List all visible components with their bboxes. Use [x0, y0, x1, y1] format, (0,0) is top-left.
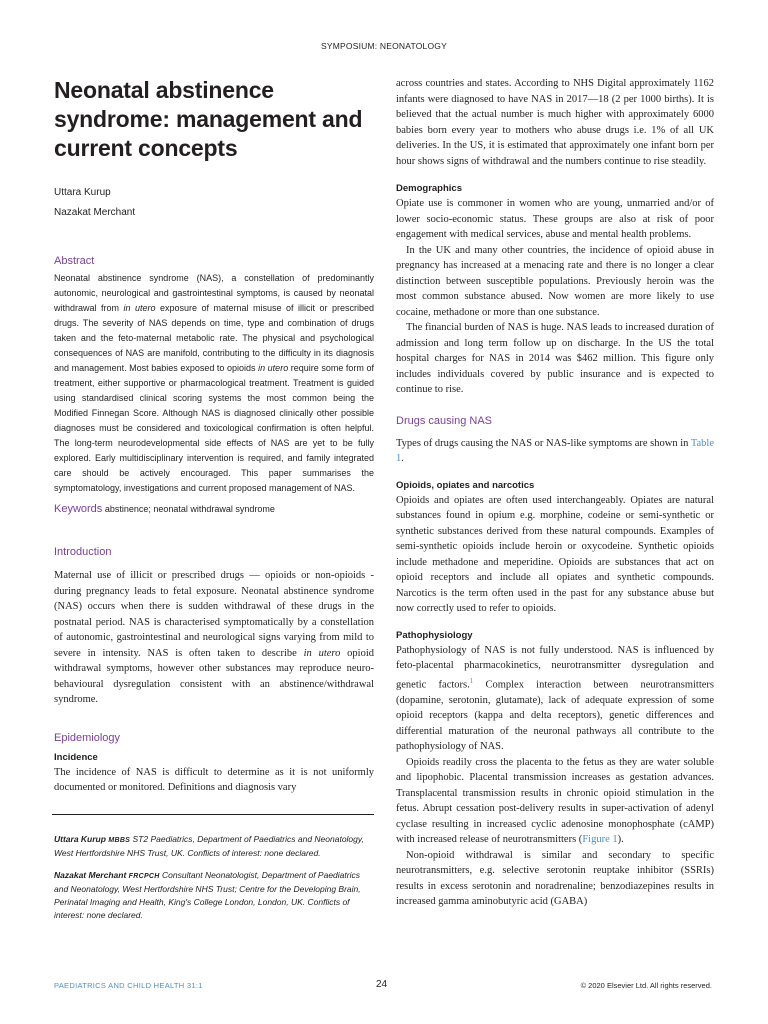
- affiliations: [54, 833, 374, 922]
- pathophysiology-section: [396, 630, 714, 910]
- pathophysiology-paragraph-3: Non-opioid withdrawal is similar and secondary to specific neurotransmitters, e.g. selective serotonin reuptake inhibitor (SSRIs) results in excess serotonin and noradrenaline; benzodiazepines results in increased gamma aminobutyric acid (GABA): [396, 849, 714, 907]
- demographics-heading: Demographics: [396, 183, 462, 194]
- opioids-text: Opioids and opiates are often used interchangeably. Opiates are natural substances found in opium e.g. morphine, codeine or semi-synthetic or synthetic substances derived from these natural compounds. Examples of semi-synthetic opioids include heroin or oxycodeine. Synthetic opioids include methadone and meperidine. Opioids are substances that act on opioid receptors and include all opiates and synthetic compounds. Narcotics is the term often used in the past for any substance abuse but now correctly used to refer to opioids.: [396, 494, 714, 614]
- figure-1-link[interactable]: Figure 1: [582, 834, 618, 845]
- pathophysiology-paragraph-1: Pathophysiology of NAS is not fully understood. NAS is influenced by feto-placental pharmacokinetics, neurotransmitter dysregulation and genetic factors.$^1$ Complex interaction between neurotransmitters (dopamine, serotonin, glutamate), lack of adequate expression of some opioid receptors (kappa and delta receptors), genetic differences and differential maturation of the neuronal pathways all contribute to the pathophysiology of NAS.: [396, 644, 714, 752]
- affiliation-2: Nazakat Merchant FRCPCH Consultant Neonatologist, Department of Paediatrics and Neonatology, West Hertfordshire NHS Trust; Centre for the Developing Brain, Perinatal Imaging and Health, King's College London, London, UK. Conflicts of interest: none declared.: [54, 869, 361, 920]
- left-column: [54, 76, 374, 922]
- introduction-section: [54, 546, 374, 708]
- pathophysiology-heading: Pathophysiology: [396, 629, 473, 641]
- footer-page-number: 24: [376, 979, 388, 990]
- introduction-heading: Introduction: [54, 546, 112, 558]
- opioids-section: [396, 480, 714, 617]
- footer-journal: PAEDIATRICS AND CHILD HEALTH 31:1: [54, 981, 203, 990]
- keywords: [54, 502, 374, 516]
- epidemiology-heading: Epidemiology: [54, 731, 121, 744]
- right-column: [396, 76, 714, 910]
- incidence-continued: across countries and states. According to NHS Digital approximately 1162 infants were diagnosed to have NAS in 2017—18 (2 per 1000 births). It is believed that the actual number is much higher with approximately 6000 babies born every year to mothers who abuse drugs i.e. 1% of all UK deliveries. In the US, it is estimated that approximately one infant born per hour shows signs of withdrawal and the numbers continue to rise steadily.: [396, 78, 714, 167]
- demographics-section: [396, 183, 714, 398]
- drugs-text: Types of drugs causing the NAS or NAS-like symptoms are shown in Table 1.: [396, 437, 714, 464]
- epidemiology-section: [54, 732, 374, 796]
- drugs-section: [396, 415, 714, 467]
- footnote-divider: [52, 814, 374, 815]
- table-1-link[interactable]: Table 1: [396, 437, 714, 464]
- drugs-heading: Drugs causing NAS: [396, 414, 492, 427]
- demographics-paragraph-3: The financial burden of NAS is huge. NAS leads to increased duration of admission and long term follow up on discharge. In the US the total hospital charges for NAS in 2014 was $462 million. This figure only includes individuals covered by public insurance and is expected to continue to rise.: [396, 322, 714, 395]
- abstract-text: Neonatal abstinence syndrome (NAS), a constellation of predominantly autonomic, neurological and gastrointestinal symptoms, is caused by neonatal withdrawal from in utero exposure of maternal misuse of illicit or prescribed drugs. The severity of NAS depends on time, type and combination of drugs taken and the feto-maternal metabolic rate. The physical and psychological consequences of NAS are manifold, contributing to the difficulty in its diagnosis and management. Most babies exposed to opioids in utero require some form of treatment, either supportive or pharmacological treatment. Treatment is guided using standardised clinical scoring systems the most common being the Modified Finnegan Score. Although NAS is diagnosed clinically other possible diagnoses must be considered and toxicological confirmation is often helpful. The long-term neurodevelopmental side effects of NAS are yet to be fully explored. Early multidisciplinary intervention is required, and family integrated care should be actively encouraged. This paper summarises the symptomatology, investigations and current proposed management of NAS.: [54, 273, 374, 493]
- opioids-heading: Opioids, opiates and narcotics: [396, 479, 535, 491]
- demographics-paragraph-2: In the UK and many other countries, the incidence of opioid abuse in pregnancy has increased at a menacing rate and there is no longer a clear distinction between susceptible populations. Previously heroin was the most common substance abused. Now women are more likely to use cocaine, methadone or more than one substance.: [396, 244, 714, 318]
- abstract-heading: Abstract: [54, 255, 95, 267]
- running-head: SYMPOSIUM: NEONATOLOGY: [321, 41, 447, 51]
- demographics-paragraph-1: Opiate use is commoner in women who are young, unmarried and/or of lower socio-economic status. These groups are also at risk of poor engagement with medical services, abuse and mental health problems.: [396, 198, 714, 240]
- keywords-label: Keywords: [54, 503, 103, 515]
- incidence-text: The incidence of NAS is difficult to determine as it is not uniformly documented or monitored. Definitions and diagnosis vary: [54, 766, 374, 793]
- incidence-heading: Incidence: [54, 751, 98, 763]
- introduction-text: Maternal use of illicit or prescribed drugs — opioids or non-opioids - during pregnancy leads to fetal exposure. Neonatal abstinence syndrome (NAS) occurs when there is sudden withdrawal of these drugs in the postnatal period. NAS is characterised symptomatically by a constellation of autonomic, gastrointestinal and neurological signs varying from mild to severe in intensity. NAS is often taken to describe in utero opioid withdrawal symptoms, however other substances may reproduce neuro-behavioural dysregulation consistent with an abstinence/withdrawal syndrome.: [54, 570, 374, 705]
- abstract-section: [54, 255, 374, 516]
- keywords-list: abstinence; neonatal withdrawal syndrome: [104, 504, 275, 514]
- author-1: Uttara Kurup: [54, 187, 111, 198]
- affiliation-1: Uttara Kurup MBBS ST2 Paediatrics, Department of Paediatrics and Neonatology, West Hertfordshire NHS Trust, UK. Conflicts of interest: none declared.: [54, 833, 364, 858]
- pathophysiology-paragraph-2: Opioids readily cross the placenta to the fetus as they are water soluble and lipophobic. Placental transmission increases as gestation advances. Transplacental transmission results in chronic opioid stimulation in the fetus. Abrupt cessation post-delivery results in super-activation of adenyl cyclase resulting in increased cyclic adenosine monophosphate (cAMP) with increased release of neurotransmitters (Figure 1).: [396, 756, 714, 845]
- reference-1-link[interactable]: 1: [469, 676, 474, 685]
- footer-copyright: © 2020 Elsevier Ltd. All rights reserved.: [580, 981, 712, 990]
- author-2: Nazakat Merchant: [54, 207, 136, 218]
- article-title: Neonatal abstinence syndrome: management and current concepts: [54, 77, 363, 161]
